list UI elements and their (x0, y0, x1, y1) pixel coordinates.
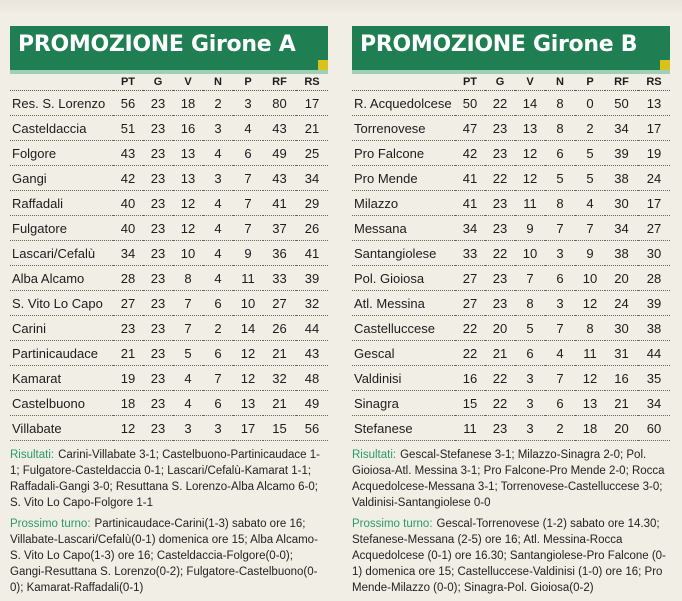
results-label: Risultati: (10, 449, 55, 461)
stat-cell: 3 (515, 391, 545, 416)
stat-cell: 80 (263, 91, 296, 116)
girone-b-section (352, 26, 670, 601)
stat-cell: 23 (143, 91, 173, 116)
stat-cell: 0 (575, 91, 605, 116)
table-row (352, 116, 670, 141)
girone-b-rows (352, 91, 670, 441)
stat-cell: 3 (515, 416, 545, 441)
stat-cell: 26 (263, 316, 296, 341)
stat-cell: 17 (296, 91, 328, 116)
column-header: RS (304, 76, 320, 88)
stat-cell: 37 (263, 216, 296, 241)
stat-cell: 6 (203, 341, 233, 366)
stat-cell: 23 (485, 141, 515, 166)
girone-a-next-round (10, 516, 328, 596)
stat-cell: 56 (296, 416, 328, 441)
stat-cell: 41 (296, 241, 328, 266)
stat-cell: 23 (485, 216, 515, 241)
team-name-cell: Lascari/Cefalù (10, 241, 113, 266)
stat-cell: 8 (545, 91, 575, 116)
stat-cell: 48 (296, 366, 328, 391)
stat-cell: 39 (296, 266, 328, 291)
stat-cell: 6 (545, 266, 575, 291)
stat-cell: 12 (233, 366, 263, 391)
table-row (10, 241, 328, 266)
column-header: N (556, 76, 564, 88)
column-header: RF (614, 76, 629, 88)
table-header-row (10, 74, 328, 91)
stat-cell: 5 (575, 166, 605, 191)
girone-b-next-round (352, 516, 670, 596)
stat-cell: 40 (113, 191, 143, 216)
stat-cell: 7 (233, 166, 263, 191)
stat-cell: 7 (545, 216, 575, 241)
stat-cell: 10 (575, 266, 605, 291)
girone-a-notes (10, 447, 328, 596)
stat-cell: 40 (113, 216, 143, 241)
stat-cell: 4 (173, 366, 203, 391)
stat-cell: 2 (203, 91, 233, 116)
stat-cell: 13 (173, 141, 203, 166)
team-name-cell: Torrenovese (352, 116, 455, 141)
stat-cell: 23 (143, 391, 173, 416)
table-row (10, 266, 328, 291)
stat-cell: 19 (113, 366, 143, 391)
stat-cell: 51 (113, 116, 143, 141)
stat-cell: 14 (233, 316, 263, 341)
stat-cell: 16 (455, 366, 485, 391)
table-row (352, 266, 670, 291)
table-row (352, 191, 670, 216)
stat-cell: 49 (263, 141, 296, 166)
stat-cell: 2 (545, 416, 575, 441)
stat-cell: 7 (233, 191, 263, 216)
stat-cell: 4 (203, 216, 233, 241)
column-header: P (244, 76, 252, 88)
stat-cell: 3 (545, 241, 575, 266)
team-name-cell: Fulgatore (10, 216, 113, 241)
stat-cell: 23 (485, 116, 515, 141)
team-name-cell: Valdinisi (352, 366, 455, 391)
stat-cell: 20 (485, 316, 515, 341)
table-row (10, 416, 328, 441)
stat-cell: 6 (203, 291, 233, 316)
stat-cell: 27 (455, 266, 485, 291)
stat-cell: 22 (485, 241, 515, 266)
stat-cell: 41 (455, 166, 485, 191)
table-row (10, 391, 328, 416)
table-row (352, 216, 670, 241)
team-name-cell: Partinicaudace (10, 341, 113, 366)
stat-cell: 42 (113, 166, 143, 191)
stat-cell: 3 (515, 366, 545, 391)
team-name-cell: Santangiolese (352, 241, 455, 266)
table-row (352, 366, 670, 391)
table-row (10, 91, 328, 116)
stat-cell: 33 (455, 241, 485, 266)
stat-cell: 8 (515, 291, 545, 316)
stat-cell: 6 (545, 141, 575, 166)
results-text: Gescal-Stefanese 3-1; Milazzo-Sinagra 2-0; Pol. Gioiosa-Atl. Messina 3-1; Pro Falcone-Pro Mende 2-0; Rocca Acquedolcese-Messana 3-1; Torrenovese-Castelluccese 3-0; Valdinisi-Santangiolese 0-0 (352, 449, 665, 509)
stat-cell: 23 (485, 191, 515, 216)
stat-cell: 23 (143, 291, 173, 316)
stat-cell: 6 (203, 391, 233, 416)
stat-cell: 12 (233, 341, 263, 366)
stat-cell: 12 (515, 141, 545, 166)
stat-cell: 43 (263, 116, 296, 141)
stat-cell: 23 (143, 241, 173, 266)
column-header: RS (646, 76, 662, 88)
stat-cell: 13 (575, 391, 605, 416)
stat-cell: 10 (173, 241, 203, 266)
stat-cell: 14 (515, 91, 545, 116)
previous-article-edge (0, 0, 682, 14)
stat-cell: 20 (605, 266, 638, 291)
column-header: PT (120, 76, 136, 88)
stat-cell: 39 (638, 291, 670, 316)
stat-cell: 23 (143, 141, 173, 166)
table-row (10, 291, 328, 316)
stat-cell: 7 (545, 366, 575, 391)
next-round-text: Partinicaudace-Carini(1-3) sabato ore 16; Villabate-Lascari/Cefalù(0-1) domenica ore 15; Alba Alcamo-S. Vito Lo Capo(1-3) ore 16; Casteldaccia-Folgore(0-0); Gangi-Resuttana S. Lorenzo(0-2); Fulgatore-Castelbuono(0-0); Kamarat-Raffadali(0-1) (10, 518, 318, 594)
stat-cell: 13 (233, 391, 263, 416)
stat-cell: 5 (173, 341, 203, 366)
stat-cell: 6 (515, 341, 545, 366)
stat-cell: 21 (263, 391, 296, 416)
stat-cell: 7 (173, 291, 203, 316)
girone-a-standings-table (10, 74, 328, 441)
stat-cell: 3 (203, 416, 233, 441)
team-name-cell: S. Vito Lo Capo (10, 291, 113, 316)
next-round-label: Prossimo turno: (352, 518, 433, 530)
stat-cell: 44 (296, 316, 328, 341)
column-header: P (586, 76, 594, 88)
stat-cell: 34 (605, 116, 638, 141)
team-name-cell: Kamarat (10, 366, 113, 391)
stat-cell: 8 (575, 316, 605, 341)
stat-cell: 50 (455, 91, 485, 116)
table-row (10, 141, 328, 166)
stat-cell: 24 (638, 166, 670, 191)
stat-cell: 22 (455, 341, 485, 366)
stat-cell: 12 (575, 366, 605, 391)
stat-cell: 21 (113, 341, 143, 366)
team-name-cell: Raffadali (10, 191, 113, 216)
table-row (352, 291, 670, 316)
stat-cell: 22 (485, 91, 515, 116)
team-name-cell: Pol. Gioiosa (352, 266, 455, 291)
stat-cell: 11 (455, 416, 485, 441)
table-row (352, 91, 670, 116)
team-name-cell: Castelluccese (352, 316, 455, 341)
stat-cell: 34 (455, 216, 485, 241)
table-row (352, 166, 670, 191)
stat-cell: 23 (143, 341, 173, 366)
stat-cell: 12 (515, 166, 545, 191)
table-row (352, 141, 670, 166)
stat-cell: 8 (545, 116, 575, 141)
column-header: PT (462, 76, 478, 88)
team-name-cell: Sinagra (352, 391, 455, 416)
stat-cell: 32 (263, 366, 296, 391)
stat-cell: 33 (263, 266, 296, 291)
stat-cell: 34 (605, 216, 638, 241)
table-row (10, 191, 328, 216)
results-text: Carini-Villabate 3-1; Castelbuono-Partinicaudace 1-1; Fulgatore-Casteldaccia 0-1; Lascari/Cefalù-Kamarat 1-1; Raffadali-Gangi 3-0; Resuttana S. Lorenzo-Alba Alcamo 6-0; S. Vito Lo Capo-Folgore 1-1 (10, 449, 320, 509)
stat-cell: 41 (455, 191, 485, 216)
stat-cell: 21 (263, 341, 296, 366)
stat-cell: 7 (173, 316, 203, 341)
stat-cell: 38 (605, 166, 638, 191)
stat-cell: 2 (575, 116, 605, 141)
stat-cell: 27 (113, 291, 143, 316)
stat-cell: 23 (485, 291, 515, 316)
stat-cell: 34 (638, 391, 670, 416)
girone-b-results (352, 447, 670, 511)
table-row (10, 216, 328, 241)
stat-cell: 23 (143, 216, 173, 241)
stat-cell: 22 (485, 366, 515, 391)
stat-cell: 44 (638, 341, 670, 366)
girone-a-rows (10, 91, 328, 441)
stat-cell: 20 (605, 416, 638, 441)
table-row (352, 316, 670, 341)
stat-cell: 43 (113, 141, 143, 166)
stat-cell: 4 (203, 241, 233, 266)
column-header: G (153, 76, 163, 88)
stat-cell: 13 (515, 116, 545, 141)
stat-cell: 22 (485, 166, 515, 191)
stat-cell: 7 (515, 266, 545, 291)
team-name-cell: Alba Alcamo (10, 266, 113, 291)
stat-cell: 32 (296, 291, 328, 316)
stat-cell: 4 (545, 341, 575, 366)
stat-cell: 35 (638, 366, 670, 391)
column-header-team (10, 74, 113, 91)
banner-corner-accent (318, 60, 328, 70)
stat-cell: 2 (203, 316, 233, 341)
stat-cell: 3 (545, 291, 575, 316)
stat-cell: 4 (575, 191, 605, 216)
stat-cell: 11 (515, 191, 545, 216)
stat-cell: 8 (545, 191, 575, 216)
team-name-cell: Gescal (352, 341, 455, 366)
girone-a-section (10, 26, 328, 601)
column-header-team (352, 74, 455, 91)
stat-cell: 30 (605, 191, 638, 216)
stat-cell: 23 (143, 266, 173, 291)
stat-cell: 3 (203, 166, 233, 191)
column-header: V (184, 76, 192, 88)
stat-cell: 23 (143, 191, 173, 216)
team-name-cell: Atl. Messina (352, 291, 455, 316)
stat-cell: 17 (233, 416, 263, 441)
stat-cell: 4 (173, 391, 203, 416)
stat-cell: 3 (203, 116, 233, 141)
stat-cell: 25 (296, 141, 328, 166)
stat-cell: 17 (638, 191, 670, 216)
stat-cell: 34 (113, 241, 143, 266)
stat-cell: 9 (515, 216, 545, 241)
column-header: N (214, 76, 222, 88)
stat-cell: 17 (638, 116, 670, 141)
stat-cell: 7 (233, 216, 263, 241)
stat-cell: 27 (455, 291, 485, 316)
table-row (10, 366, 328, 391)
next-round-text: Gescal-Torrenovese (1-2) sabato ore 14.30; Stefanese-Messana (2-5) ore 16; Atl. Messina-Rocca Acquedolcese (0-1) ore 16.30; Santangiolese-Pro Falcone (0-1) domenica ore 15; Castelluccese-Valdinisi (1-0) ore 16; Pro Mende-Milazzo (0-0); Sinagra-Pol. Gioiosa(0-2) (352, 518, 666, 594)
stat-cell: 29 (296, 191, 328, 216)
stat-cell: 23 (143, 316, 173, 341)
table-row (352, 241, 670, 266)
team-name-cell: Carini (10, 316, 113, 341)
table-header-row (352, 74, 670, 91)
stat-cell: 21 (605, 391, 638, 416)
stat-cell: 56 (113, 91, 143, 116)
stat-cell: 13 (173, 166, 203, 191)
stat-cell: 12 (575, 291, 605, 316)
stat-cell: 34 (296, 166, 328, 191)
stat-cell: 12 (113, 416, 143, 441)
stat-cell: 47 (455, 116, 485, 141)
girone-a-banner (10, 26, 328, 74)
stat-cell: 18 (173, 91, 203, 116)
girone-b-title: PROMOZIONE Girone B (360, 32, 638, 57)
stat-cell: 38 (638, 316, 670, 341)
next-round-label: Prossimo turno: (10, 518, 91, 530)
stat-cell: 18 (575, 416, 605, 441)
stat-cell: 15 (263, 416, 296, 441)
table-row (10, 341, 328, 366)
table-row (352, 416, 670, 441)
stat-cell: 27 (263, 291, 296, 316)
table-row (10, 166, 328, 191)
stat-cell: 23 (485, 266, 515, 291)
stat-cell: 28 (113, 266, 143, 291)
results-label: Risultati: (352, 449, 397, 461)
banner-corner-accent (660, 60, 670, 70)
stat-cell: 3 (233, 91, 263, 116)
stat-cell: 9 (233, 241, 263, 266)
stat-cell: 19 (638, 141, 670, 166)
stat-cell: 6 (233, 141, 263, 166)
team-name-cell: Villabate (10, 416, 113, 441)
stat-cell: 49 (296, 391, 328, 416)
stat-cell: 39 (605, 141, 638, 166)
stat-cell: 9 (575, 241, 605, 266)
stat-cell: 4 (203, 191, 233, 216)
stat-cell: 21 (485, 341, 515, 366)
stat-cell: 12 (173, 216, 203, 241)
stat-cell: 23 (143, 116, 173, 141)
stat-cell: 16 (173, 116, 203, 141)
stat-cell: 42 (455, 141, 485, 166)
team-name-cell: Res. S. Lorenzo (10, 91, 113, 116)
column-header: V (526, 76, 534, 88)
team-name-cell: Castelbuono (10, 391, 113, 416)
team-name-cell: Milazzo (352, 191, 455, 216)
team-name-cell: Casteldaccia (10, 116, 113, 141)
stat-cell: 3 (173, 416, 203, 441)
stat-cell: 4 (203, 141, 233, 166)
girone-b-standings-table (352, 74, 670, 441)
table-row (352, 391, 670, 416)
stat-cell: 15 (455, 391, 485, 416)
team-name-cell: Stefanese (352, 416, 455, 441)
column-header: G (495, 76, 505, 88)
girone-b-notes (352, 447, 670, 596)
stat-cell: 22 (455, 316, 485, 341)
stat-cell: 26 (296, 216, 328, 241)
stat-cell: 11 (233, 266, 263, 291)
stat-cell: 11 (575, 341, 605, 366)
stat-cell: 5 (515, 316, 545, 341)
stat-cell: 23 (143, 166, 173, 191)
stat-cell: 43 (263, 166, 296, 191)
stat-cell: 36 (263, 241, 296, 266)
stat-cell: 5 (575, 141, 605, 166)
table-row (10, 116, 328, 141)
stat-cell: 30 (605, 316, 638, 341)
team-name-cell: R. Acquedolcese (352, 91, 455, 116)
stat-cell: 38 (605, 241, 638, 266)
stat-cell: 10 (515, 241, 545, 266)
stat-cell: 27 (638, 216, 670, 241)
stat-cell: 50 (605, 91, 638, 116)
stat-cell: 12 (173, 191, 203, 216)
stat-cell: 43 (296, 341, 328, 366)
stat-cell: 21 (296, 116, 328, 141)
stat-cell: 41 (263, 191, 296, 216)
stat-cell: 4 (203, 266, 233, 291)
stat-cell: 10 (233, 291, 263, 316)
stat-cell: 24 (605, 291, 638, 316)
stat-cell: 30 (638, 241, 670, 266)
team-name-cell: Pro Falcone (352, 141, 455, 166)
stat-cell: 7 (545, 316, 575, 341)
stat-cell: 16 (605, 366, 638, 391)
girone-a-results (10, 447, 328, 511)
stat-cell: 4 (233, 116, 263, 141)
stat-cell: 23 (143, 366, 173, 391)
stat-cell: 13 (638, 91, 670, 116)
stat-cell: 8 (173, 266, 203, 291)
girone-a-title: PROMOZIONE Girone A (18, 32, 296, 57)
column-header: RF (272, 76, 287, 88)
stat-cell: 18 (113, 391, 143, 416)
stat-cell: 23 (485, 416, 515, 441)
stat-cell: 23 (143, 416, 173, 441)
stat-cell: 28 (638, 266, 670, 291)
team-name-cell: Gangi (10, 166, 113, 191)
stat-cell: 22 (485, 391, 515, 416)
team-name-cell: Folgore (10, 141, 113, 166)
team-name-cell: Pro Mende (352, 166, 455, 191)
team-name-cell: Messana (352, 216, 455, 241)
stat-cell: 31 (605, 341, 638, 366)
stat-cell: 6 (545, 391, 575, 416)
stat-cell: 60 (638, 416, 670, 441)
girone-b-banner (352, 26, 670, 74)
stat-cell: 5 (545, 166, 575, 191)
stat-cell: 7 (203, 366, 233, 391)
table-row (352, 341, 670, 366)
stat-cell: 23 (113, 316, 143, 341)
table-row (10, 316, 328, 341)
stat-cell: 7 (575, 216, 605, 241)
